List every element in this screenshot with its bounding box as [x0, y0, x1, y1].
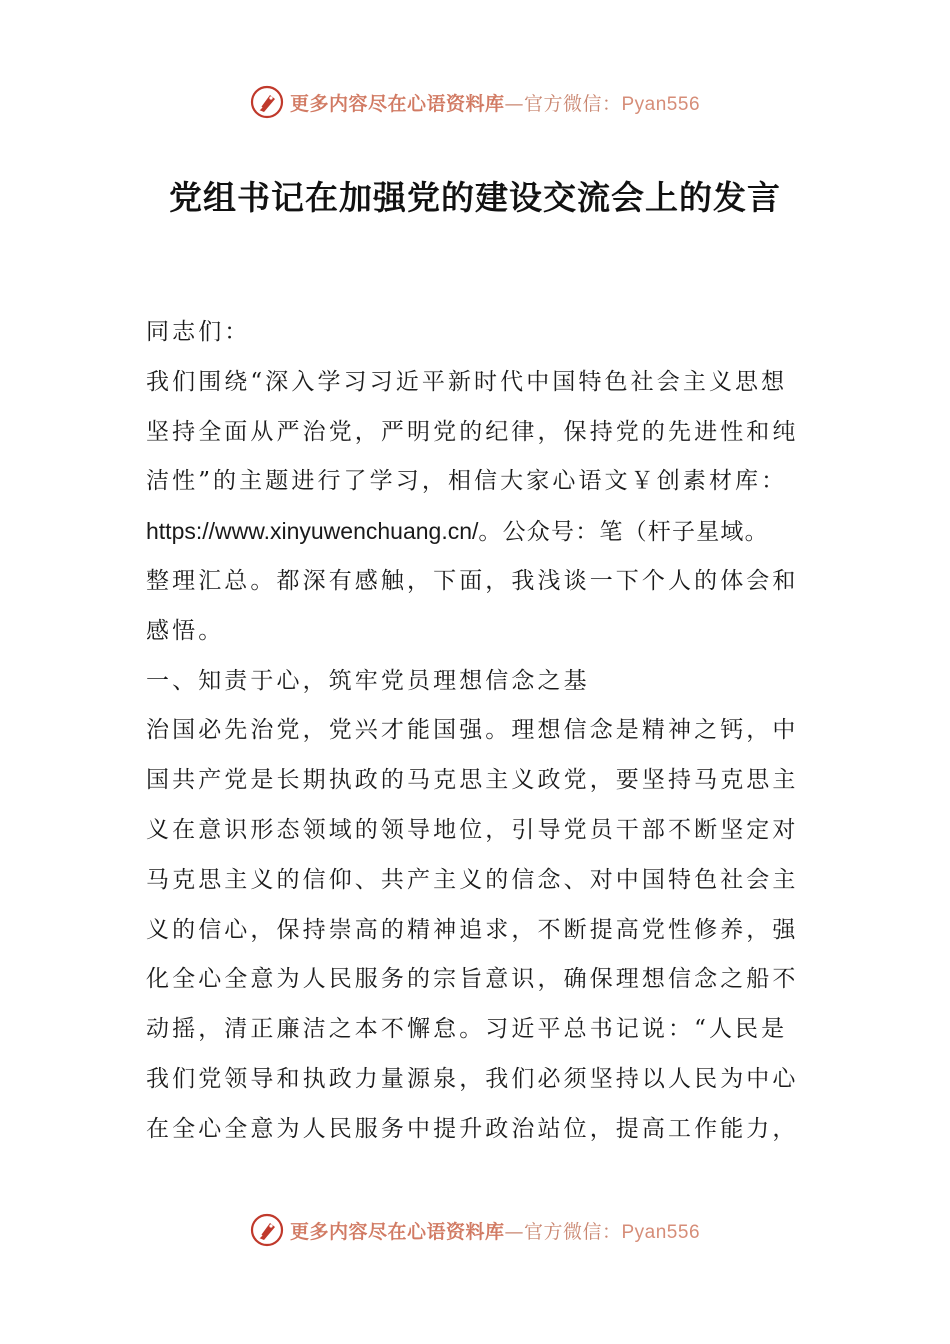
- section-heading: 一、知责于心，筑牢党员理想信念之基: [146, 667, 590, 694]
- banner-dash: —: [504, 1220, 524, 1243]
- banner-text: [290, 1217, 700, 1244]
- text-line: 同志们：: [146, 319, 251, 345]
- page-title: 党组书记在加强党的建设交流会上的发言: [169, 178, 781, 217]
- text-line: 坚持全面从严治党，严明党的纪律，保持党的先进性和纯: [146, 418, 799, 445]
- banner-text: [290, 89, 700, 116]
- banner-official-label: 官方微信：: [523, 92, 622, 115]
- header-watermark-banner: [0, 84, 950, 120]
- text-line: 感悟。: [146, 617, 225, 644]
- banner-wechat-id: Pyan556: [621, 1221, 701, 1243]
- text-line: 在全心全意为人民服务中提升政治站位，提高工作能力，: [146, 1115, 799, 1142]
- url-line: [146, 507, 808, 557]
- text-line: 化全心全意为人民服务的宗旨意识，确保理想信念之船不: [146, 966, 799, 993]
- text-line: 我们围绕“深入学习习近平新时代中国特色社会主义思想: [146, 368, 788, 395]
- pen-nib-logo-icon: [250, 1213, 284, 1247]
- document-body: [146, 308, 808, 1155]
- text-line: 义的信心，保持崇高的精神追求，不断提高党性修养，强: [146, 916, 799, 943]
- banner-dash: —: [504, 92, 524, 115]
- url-line-rest: 。公众号：笔（杆子星域。: [478, 519, 769, 546]
- text-line: 洁性”的主题进行了学习，相信大家心语文￥创素材库：: [146, 468, 788, 495]
- text-line: 治国必先治党，党兴才能国强。理想信念是精神之钙，中: [146, 717, 799, 744]
- text-line: 义在意识形态领域的领导地位，引导党员干部不断坚定对: [146, 816, 799, 843]
- text-line: 我们党领导和执政力量源泉，我们必须坚持以人民为中心: [146, 1065, 799, 1092]
- text-line: 国共产党是长期执政的马克思主义政党，要坚持马克思主: [146, 767, 799, 794]
- banner-brand: 更多内容尽在心语资料库: [289, 1220, 505, 1243]
- banner-wechat-id: Pyan556: [621, 93, 701, 115]
- banner-official-label: 官方微信：: [523, 1220, 622, 1243]
- text-line: 整理汇总。都深有感触，下面，我浅谈一下个人的体会和: [146, 567, 799, 594]
- banner-brand: 更多内容尽在心语资料库: [289, 92, 505, 115]
- footer-watermark-banner: [0, 1212, 950, 1248]
- text-line: 马克思主义的信仰、共产主义的信念、对中国特色社会主: [146, 866, 799, 893]
- resource-url-link[interactable]: https://www.xinyuwenchuang.cn/: [146, 518, 479, 545]
- pen-nib-logo-icon: [250, 85, 284, 119]
- text-line: 动摇，清正廉洁之本不懈怠。习近平总书记说：“人民是: [146, 1016, 788, 1043]
